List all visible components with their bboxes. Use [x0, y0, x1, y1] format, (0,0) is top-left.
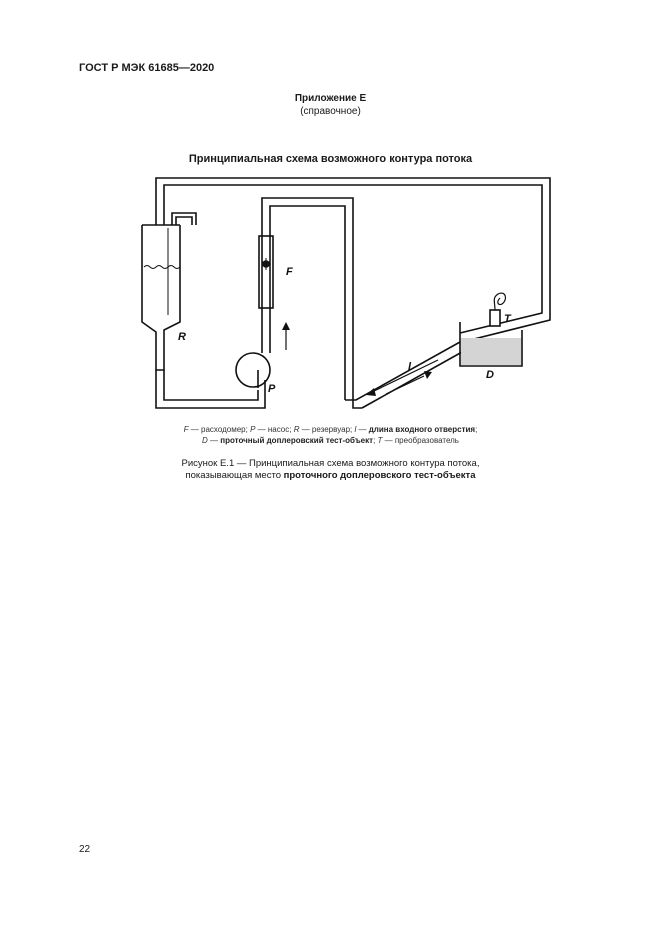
flow-arrow-lower	[386, 376, 424, 394]
legend-p-symbol: P	[250, 425, 256, 434]
overflow-tube	[172, 213, 196, 225]
reservoir-fluid-line	[144, 266, 180, 269]
legend-t-text: — преобразователь	[382, 436, 459, 445]
flow-circuit-diagram	[140, 170, 560, 420]
annex-subtitle: (справочное)	[300, 106, 361, 117]
caption-line-2-bold: проточного доплеровского тест-объекта	[283, 470, 476, 481]
pipe-pump-flowmeter-inner	[270, 206, 345, 400]
annex-title: Приложение Е	[294, 93, 367, 104]
document-header: ГОСТ Р МЭК 61685—2020	[79, 62, 215, 74]
reservoir-wall	[142, 225, 180, 370]
flowmeter-body	[259, 236, 273, 308]
label-flowmeter: F	[286, 266, 293, 278]
legend-r-symbol: R	[293, 425, 300, 434]
annex-heading	[0, 92, 661, 118]
legend-l-end: ;	[475, 425, 478, 434]
caption-line-1: Рисунок Е.1 — Принципиальная схема возможного контура потока,	[181, 458, 480, 469]
pump-outlet	[258, 370, 265, 390]
legend-p-text: — насос;	[255, 425, 294, 434]
flow-arrow-lower-head	[424, 371, 432, 379]
figure-title: Принципиальная схема возможного контура потока	[188, 153, 473, 165]
legend-r-text: — резервуар;	[299, 425, 355, 434]
page-number: 22	[79, 844, 91, 855]
pipe-to-test-object-outer	[362, 352, 462, 408]
legend-f-text: — расходомер;	[188, 425, 251, 434]
legend-l-text: длина входного отверстия	[368, 425, 476, 434]
caption-line-2-plain: показывающая место	[185, 470, 284, 481]
pipe-reservoir-pump-outer	[156, 370, 265, 408]
legend-f-symbol: F	[183, 425, 189, 434]
pipe-to-test-object-inner	[345, 342, 460, 400]
legend-line-1	[0, 424, 661, 435]
pipe-pump-flowmeter-outer	[262, 198, 362, 408]
legend-l-dash: —	[356, 425, 369, 434]
legend-d-symbol: D	[202, 436, 208, 445]
label-transducer: T	[504, 313, 511, 325]
flowmeter-float-ball	[263, 261, 269, 267]
label-reservoir: R	[178, 331, 186, 343]
flow-circuit-svg	[140, 170, 560, 420]
legend-d-end: ;	[373, 436, 378, 445]
legend-d-text: проточный доплеровский тест-объект	[220, 436, 374, 445]
transducer-cable	[494, 293, 505, 310]
label-inlet-length: l	[408, 361, 412, 373]
label-pump: P	[268, 383, 276, 395]
legend-d-dash: —	[207, 436, 221, 445]
transducer-body	[490, 310, 500, 326]
legend-l-symbol: l	[354, 425, 357, 434]
test-object-fluid	[461, 338, 521, 365]
label-test-object: D	[486, 369, 494, 381]
legend-t-symbol: T	[377, 436, 383, 445]
caption-line-2	[0, 470, 661, 482]
legend-line-2	[0, 435, 661, 446]
figure-legend	[0, 424, 661, 446]
figure-caption	[0, 458, 661, 482]
flow-arrow-up-head	[282, 322, 290, 330]
